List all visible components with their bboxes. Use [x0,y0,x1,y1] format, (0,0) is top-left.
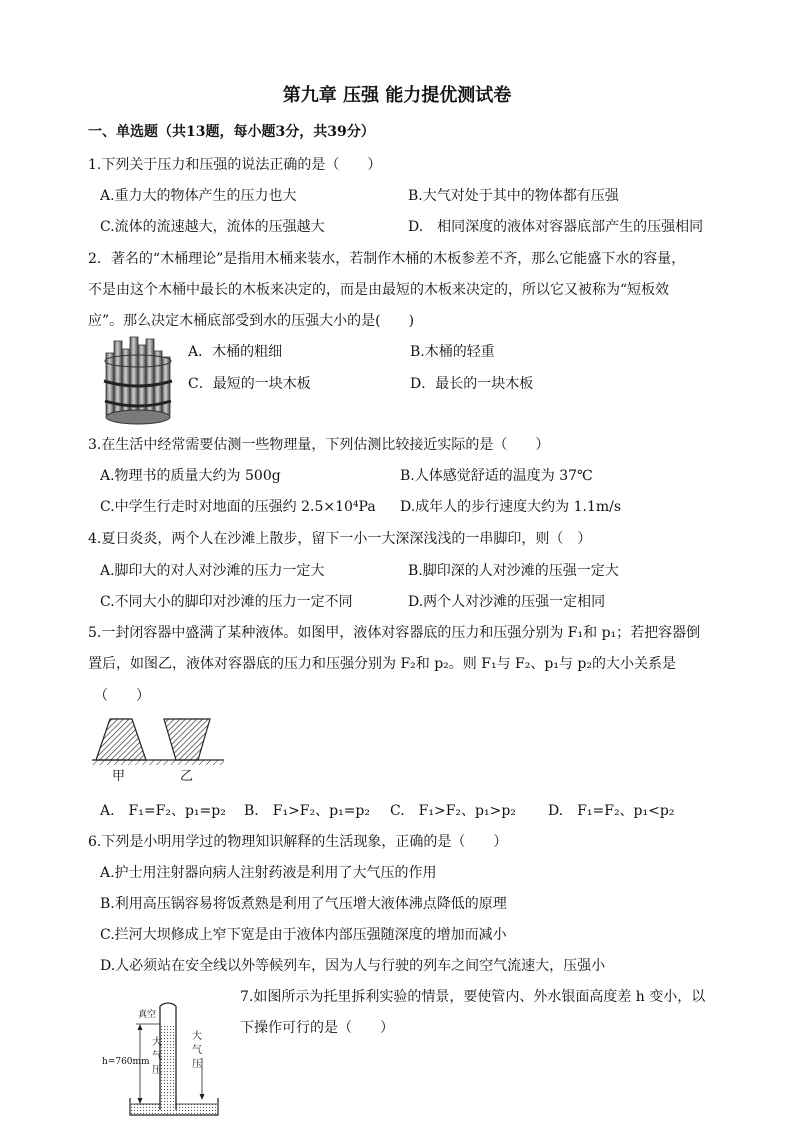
q5-option-a: A. F₁=F₂、p₁=p₂ [100,803,226,819]
q1-option-d: D. 相同深度的液体对容器底部产生的压强相同 [408,219,704,235]
q1-option-a: A.重力大的物体产生的压力也大 [100,188,297,204]
q4-option-d: D.两个人对沙滩的压强一定相同 [408,594,606,610]
q6-option-b: B.利用高压锅容易将饭煮熟是利用了气压增大液体沸点降低的原理 [100,896,507,912]
q1-option-c: C.流体的流速越大，流体的压强越大 [100,219,325,235]
q2-option-a: A．木桶的粗细 [188,344,283,360]
q4-option-c: C.不同大小的脚印对沙滩的压力一定不同 [100,594,353,610]
q7-label-h: h=760mm [102,1057,150,1067]
q7-label-outer-3: 压 [192,1059,202,1070]
q2-option-d: D．最长的一块木板 [410,376,534,392]
q4-stem: 4.夏日炎炎，两个人在沙滩上散步，留下一小一大深深浅浅的一串脚印，则（ ） [88,531,592,547]
q5-option-b: B. F₁>F₂、p₁=p₂ [244,803,370,819]
q5-stem-line2: 置后，如图乙，液体对容器底的压力和压强分别为 F₂和 p₂。则 F₁与 F₂、p₁与 p₂的大小关系是 [88,656,676,672]
q3-stem: 3.在生活中经常需要估测一些物理量，下列估测比较接近实际的是（ ） [88,437,550,453]
q2-option-c: C．最短的一块木板 [188,376,311,392]
wooden-bucket-figure [98,335,178,427]
q7-stem-line1: 7.如图所示为托里拆利实验的情景，要使管内、外水银面高度差 h 变小，以 [240,989,706,1005]
q5-option-d: D. F₁=F₂、p₁<p₂ [548,803,675,819]
q2-stem-line2: 不是由这个木桶中最长的木板来决定的，而是由最短的木板来决定的，所以它又被称为“短板效 [88,282,670,298]
q2-option-b: B.木桶的轻重 [410,344,495,360]
q7-label-vacuum: 真空 [138,1010,157,1020]
q3-option-b: B.人体感觉舒适的温度为 37℃ [400,468,593,484]
q2-stem-line1: 2．著名的“木桶理论”是指用木桶来装水，若制作木桶的木板参差不齐，那么它能盛下水的容量， [88,251,686,267]
q5-stem-line3: （ ） [94,688,150,704]
q3-option-d: D.成年人的步行速度大约为 1.1m/s [400,499,622,515]
q6-option-d: D.人必须站在安全线以外等候列车，因为人与行驶的列车之间空气流速大，压强小 [100,958,606,974]
q4-option-a: A.脚印大的对人对沙滩的压力一定大 [100,563,325,579]
q7-label-outer-2: 气 [192,1045,202,1056]
q6-option-c: C.拦河大坝修成上窄下宽是由于液体内部压强随深度的增加而减小 [100,927,507,943]
q2-stem-line3: 应”。那么决定木桶底部受到水的压强大小的是( ) [88,313,415,329]
q6-stem: 6.下列是小明用学过的物理知识解释的生活现象，正确的是（ ） [88,834,508,850]
q3-option-a: A.物理书的质量大约为 500g [100,468,281,484]
q1-stem: 1.下列关于压力和压强的说法正确的是（ ） [88,157,382,173]
q4-option-b: B.脚印深的人对沙滩的压强一定大 [408,563,619,579]
page-title: 第九章 压强 能力提优测试卷 [282,85,512,106]
q5-stem-line1: 5.一封闭容器中盛满了某种液体。如图甲，液体对容器底的压力和压强分别为 F₁和 p₁；若把容器倒 [88,625,701,641]
q5-fig-label-jia: 甲 [112,769,126,784]
q7-label-inner-3: 压 [152,1065,162,1076]
q1-option-b: B.大气对处于其中的物体都有压强 [408,188,619,204]
q5-option-c: C. F₁>F₂、p₁>p₂ [390,803,516,819]
q3-option-c: C.中学生行走时对地面的压强约 2.5×10⁴Pa [100,499,376,515]
q7-label-inner-2: 气 [152,1051,162,1062]
q7-label-inner-1: 大 [152,1037,162,1048]
q5-fig-label-yi: 乙 [180,769,194,784]
q5-container-figure [92,716,224,766]
q6-option-a: A.护士用注射器向病人注射药液是利用了大气压的作用 [100,865,437,881]
q7-stem-line2: 下操作可行的是（ ） [240,1020,394,1036]
q7-label-outer-1: 大 [192,1031,202,1042]
section-heading: 一、单选题（共13题，每小题3分，共39分） [88,124,375,140]
